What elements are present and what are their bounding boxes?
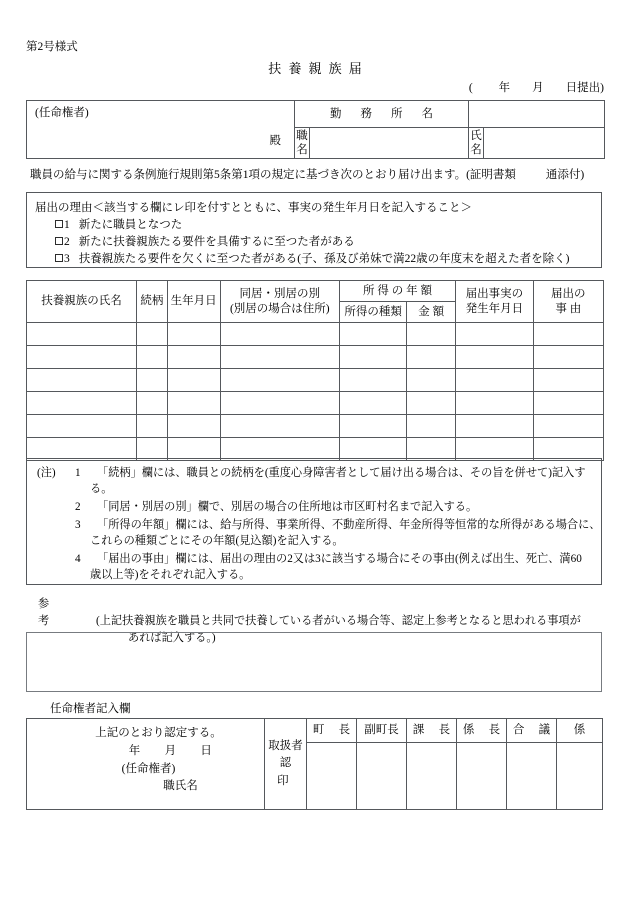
submission-month-label: 月 (532, 82, 544, 94)
col-header-residence (220, 281, 339, 323)
col-header-reason-line2: 事 由 (555, 302, 582, 315)
cell-residence[interactable] (220, 346, 339, 369)
job-title-label-text: 職名 (296, 129, 308, 156)
cell-relation[interactable] (137, 369, 168, 392)
appointer-label-cell (27, 101, 295, 159)
authority-row-top (27, 101, 605, 128)
col-header-event-date-line2: 発生年月日 (465, 302, 524, 315)
cell-relation[interactable] (137, 346, 168, 369)
name-field[interactable] (484, 128, 605, 159)
reason-label-1: 新たに職員となつた (78, 219, 183, 231)
handler-line2: 認 印 (277, 757, 297, 787)
cell-income-type[interactable] (339, 346, 406, 369)
col-header-event-date-line1: 届出事実の (465, 288, 524, 301)
cell-residence[interactable] (220, 323, 339, 346)
col-header-income-group: 所 得 の 年 額 (339, 281, 455, 302)
cell-reason[interactable] (533, 392, 603, 415)
authority-table (26, 100, 605, 159)
note-3-num: 3 (75, 519, 81, 531)
page-title: 扶養親族届 (268, 61, 369, 76)
cell-reason[interactable] (533, 369, 603, 392)
certify-line1: 上記のとおり認定する。 (95, 727, 222, 739)
stamp-box-mayor[interactable] (307, 743, 357, 810)
certify-job-name: 職氏名 (163, 780, 198, 793)
cell-income-type[interactable] (339, 323, 406, 346)
statement-part2: 通添付) (545, 169, 585, 181)
stamp-box-deputy-mayor[interactable] (357, 743, 407, 810)
col-header-relation: 続柄 (137, 281, 168, 323)
cell-name[interactable] (27, 415, 137, 438)
col-header-event-date (456, 281, 533, 323)
approval-table (26, 718, 603, 810)
stamp-header-section-chief: 課 長 (407, 719, 457, 743)
appointer-section-label: 任命権者記入欄 (50, 703, 131, 715)
notes-label: (注) (37, 467, 56, 479)
table-row (27, 392, 604, 415)
note-2-line1: 「同居・別居の別」欄で、別居の場合の住所地は市区町村名まで記入する。 (97, 501, 478, 513)
appointer-label-text: (任命権者) (35, 107, 89, 119)
reference-input-box[interactable] (26, 632, 602, 692)
table-row (27, 323, 604, 346)
cell-relation[interactable] (137, 392, 168, 415)
dono-text: 殿 (269, 135, 281, 148)
stamp-box-section-chief[interactable] (407, 743, 457, 810)
dependents-table (26, 280, 604, 461)
reason-checkbox-row-3[interactable] (55, 250, 569, 266)
statement-line (30, 166, 584, 182)
certify-day: 日 (200, 744, 215, 757)
checkbox-3[interactable] (55, 254, 63, 262)
col-header-birthdate: 生年月日 (167, 281, 220, 323)
reason-label-2: 新たに扶養親族たる要件を具備するに至つた者がある (78, 236, 355, 248)
cell-birthdate[interactable] (167, 346, 220, 369)
submission-open-paren: ( (468, 82, 473, 94)
cell-residence[interactable] (220, 392, 339, 415)
stamp-box-consultation[interactable] (507, 743, 557, 810)
col-header-residence-line2: (別居の場合は住所) (229, 302, 330, 315)
reference-line1: (上記扶養親族を職員と共同で扶養している者がいる場合等、認定上参考となると思われる事項が (96, 614, 581, 627)
note-1-num: 1 (75, 467, 81, 479)
cell-income-amount[interactable] (407, 392, 456, 415)
note-4-line2: 歳以上等)をそれぞれ記入する。 (90, 569, 251, 581)
stamp-header-consultation: 合 議 (507, 719, 557, 743)
reason-box (26, 192, 602, 268)
cell-birthdate[interactable] (167, 369, 220, 392)
submission-day-label: 日提出) (565, 82, 604, 94)
cell-relation[interactable] (137, 323, 168, 346)
submission-year-label: 年 (498, 82, 511, 94)
cell-income-type[interactable] (339, 369, 406, 392)
reason-title: 届出の理由＜該当する欄にレ印を付すとともに、事実の発生年月日を記入すること＞ (35, 202, 472, 214)
cell-residence[interactable] (220, 369, 339, 392)
cell-name[interactable] (27, 369, 137, 392)
job-title-label (295, 128, 310, 159)
workplace-name-header (295, 101, 469, 128)
name-label-text: 氏名 (470, 129, 482, 156)
stamp-header-subsection-chief: 係 長 (457, 719, 507, 743)
reason-num-3: 3 (64, 253, 70, 265)
reason-checkbox-row-1[interactable] (55, 216, 182, 232)
note-4-num: 4 (75, 553, 81, 565)
reason-label-3: 扶養親族たる要件を欠くに至つた者がある(子、孫及び弟妹で満22歳の年度末を超えた者を除く) (78, 253, 570, 265)
col-header-residence-line1: 同居・別居の別 (239, 288, 321, 301)
col-header-reason-line1: 届出の (551, 288, 586, 301)
submission-date-line (0, 79, 604, 95)
cell-birthdate[interactable] (167, 392, 220, 415)
cell-event-date[interactable] (456, 323, 533, 346)
handler-stamp-label (265, 719, 307, 810)
col-header-name: 扶養親族の氏名 (27, 281, 137, 323)
certify-date-line[interactable] (79, 743, 264, 761)
cell-event-date[interactable] (456, 415, 533, 438)
table-row (27, 369, 604, 392)
cell-income-amount[interactable] (407, 415, 456, 438)
col-header-income-amount: 金 額 (407, 302, 456, 323)
table-row (27, 346, 604, 369)
reason-num-2: 2 (64, 236, 70, 248)
stamp-header-deputy-mayor: 副町長 (357, 719, 407, 743)
approval-header-row (27, 719, 603, 743)
checkbox-1[interactable] (55, 220, 63, 228)
note-3-line2: これらの種類ごとにその年額(見込額)を記入する。 (90, 535, 344, 547)
stamp-header-clerk: 係 (557, 719, 603, 743)
workplace-name-header-text: 勤 務 所 名 (330, 107, 442, 120)
cell-income-amount[interactable] (407, 323, 456, 346)
job-title-field[interactable] (310, 128, 469, 159)
cell-reason[interactable] (533, 346, 603, 369)
reason-num-1: 1 (64, 219, 70, 231)
col-header-reason (533, 281, 603, 323)
cell-reason[interactable] (533, 415, 603, 438)
handler-line1: 取扱者 (268, 740, 303, 753)
cell-birthdate[interactable] (167, 323, 220, 346)
cell-residence[interactable] (220, 415, 339, 438)
checkbox-2[interactable] (55, 237, 63, 245)
cell-relation[interactable] (137, 415, 168, 438)
cell-event-date[interactable] (456, 392, 533, 415)
table-row (27, 415, 604, 438)
certify-appointer: (任命権者) (121, 762, 176, 775)
workplace-name-value[interactable] (469, 101, 605, 128)
note-2-num: 2 (75, 501, 81, 513)
cell-name[interactable] (27, 392, 137, 415)
statement-part1: 職員の給与に関する条例施行規則第5条第1項の規定に基づき次のとおり届け出ます。(証明書類 (30, 169, 516, 181)
certify-month: 月 (164, 744, 179, 757)
stamp-header-mayor: 町 長 (307, 719, 357, 743)
stamp-box-subsection-chief[interactable] (457, 743, 507, 810)
name-label (469, 128, 484, 159)
cell-name[interactable] (27, 323, 137, 346)
note-4-line1: 「届出の事由」欄には、届出の理由の2又は3に該当する場合にその事由(例えば出生、死亡、満60 (97, 553, 582, 565)
cell-event-date[interactable] (456, 369, 533, 392)
cell-name[interactable] (27, 346, 137, 369)
dependents-header-row-1 (27, 281, 604, 302)
cell-reason[interactable] (533, 323, 603, 346)
cell-income-type[interactable] (339, 392, 406, 415)
notes-box (26, 458, 602, 585)
form-number: 第2号様式 (26, 41, 78, 53)
reference-label: 参 考 (38, 598, 59, 627)
reason-checkbox-row-2[interactable] (55, 233, 355, 249)
certification-cell[interactable] (27, 719, 265, 810)
note-3-line1: 「所得の年額」欄には、給与所得、事業所得、不動産所得、年金所得等恒常的な所得がある場合に、 (97, 519, 601, 531)
cell-income-amount[interactable] (407, 369, 456, 392)
note-1-line1: 「続柄」欄には、職員との続柄を(重度心身障害者として届け出る場合は、その旨を併せて)記入す (97, 467, 586, 479)
note-1-line2: る。 (90, 483, 113, 495)
cell-income-amount[interactable] (407, 346, 456, 369)
cell-income-type[interactable] (339, 415, 406, 438)
reference-line2: あれば記入する。) (128, 631, 216, 644)
stamp-box-clerk[interactable] (557, 743, 603, 810)
col-header-income-type: 所得の種類 (339, 302, 406, 323)
cell-event-date[interactable] (456, 346, 533, 369)
certify-year: 年 (128, 744, 143, 757)
cell-birthdate[interactable] (167, 415, 220, 438)
